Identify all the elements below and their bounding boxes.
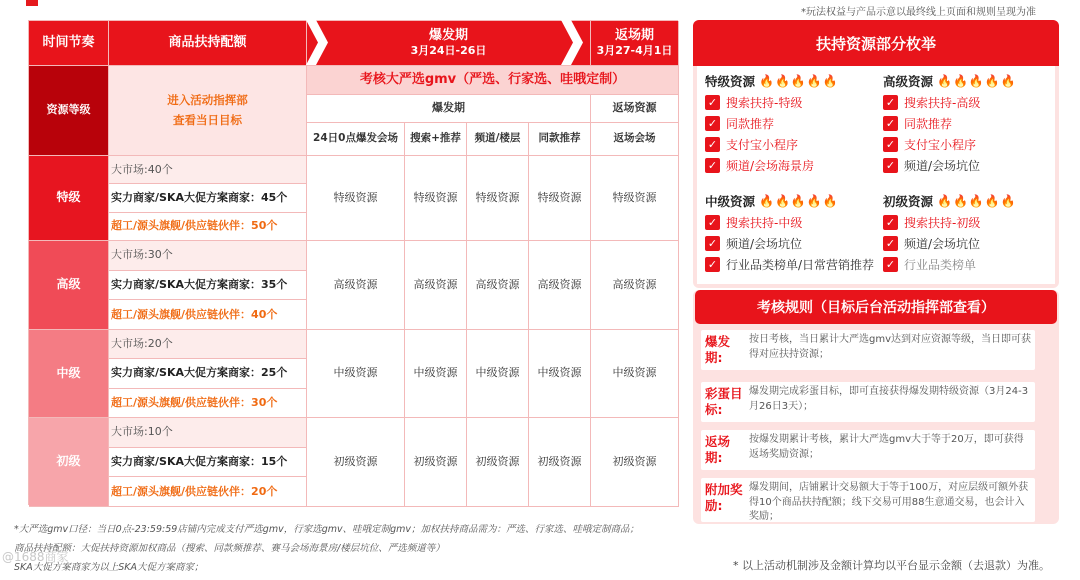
resource-item-label: 行业品类榜单/日常营销推荐 [726,257,875,272]
resource-cell: 高级资源 [467,241,529,330]
checkbox-checked-icon: ✓ [705,137,720,152]
resource-enum-body [697,66,1055,284]
resource-cell: 初级资源 [529,418,591,507]
resource-item [883,93,1017,111]
chevron-divider-icon [300,20,330,65]
flame-rating-icon: 🔥🔥🔥🔥🔥 [759,74,839,88]
tier-quota-advanced [109,241,307,330]
resource-item [705,93,839,111]
block-advanced [883,72,1017,174]
block-title: 初级资源 [883,194,934,209]
checkbox-checked-icon: ✓ [883,116,898,131]
tier-quota-premium [109,156,307,241]
resource-item-label: 频道/会场坑位 [904,158,981,173]
flame-rating-icon: 🔥🔥🔥🔥🔥 [759,194,839,208]
tier-label-premium: 特级 [29,156,109,241]
rule-label: 彩蛋目标: [705,386,743,417]
resource-item [883,255,1017,273]
resource-item-label: 搜索扶持-高级 [904,95,981,110]
resource-cell: 高级资源 [307,241,405,330]
resource-item [705,114,839,132]
resource-item [705,255,874,273]
rule-text: 爆发期完成彩蛋目标，即可直接获得爆发期特级资源（3月24-3月26日3天）； [749,386,1029,412]
resource-item [883,135,1017,153]
quota-strength: 实力商家/SKA大促方案商家：25个 [109,359,306,388]
commander-link[interactable] [109,66,307,156]
quota-super: 超工/源头旗舰/供应链伙伴：50个 [109,213,306,240]
resource-cell: 高级资源 [405,241,467,330]
rule-burst [701,330,1035,370]
block-title: 中级资源 [705,194,756,209]
resource-table [28,20,678,505]
resource-item-label: 支付宝小程序 [904,137,977,152]
resource-item [883,114,1017,132]
col-channel-floor: 频道/楼层 [467,123,529,156]
burst-dates: 3月24日-26日 [410,44,487,58]
resource-level-label: 资源等级 [29,66,109,156]
resource-item [883,234,1017,252]
resource-item [705,234,874,252]
footnote-gmv: *大严选gmv口径：当日0点-23:59:59店铺内完成支付严选gmv，行家选gmv、哇哦定制gmv；加权扶持商品需为：严选、行家选、哇哦定制商品； [14,524,640,535]
col-search-recommend: 搜索+推荐 [405,123,467,156]
resource-cell: 中级资源 [467,330,529,418]
chevron-divider-icon [555,20,585,65]
resource-item [705,156,839,174]
rule-label: 返场期: [705,434,731,465]
quota-strength: 实力商家/SKA大促方案商家：35个 [109,271,306,301]
header-config: 商品扶持配额 [109,21,307,66]
footnote-quota: 商品扶持配额：大促扶持资源加权商品（搜索、同款频推荐、赛马会场海景房/楼层坑位、严选频道等） [14,543,445,554]
burst-subheader: 爆发期 [307,95,591,123]
resource-item-label: 支付宝小程序 [726,137,799,152]
resource-enum-title: 扶持资源部分枚举 [693,20,1059,66]
quota-strength: 实力商家/SKA大促方案商家：15个 [109,448,306,478]
resource-cell: 初级资源 [307,418,405,507]
tier-label-intermediate: 中级 [29,330,109,418]
resource-cell: 特级资源 [467,156,529,241]
resource-cell: 中级资源 [591,330,679,418]
col-same-recommend: 同款推荐 [529,123,591,156]
resource-item-label: 频道/会场坑位 [726,236,803,251]
quota-market: 大市场:30个 [109,241,306,271]
checkbox-checked-icon: ✓ [705,257,720,272]
resource-item [705,135,839,153]
top-accent-bar [26,0,38,6]
checkbox-checked-icon: ✓ [883,257,898,272]
rule-bonus [701,478,1035,522]
rule-return [701,430,1035,470]
quota-super: 超工/源头旗舰/供应链伙伴：30个 [109,389,306,417]
resource-cell: 中级资源 [529,330,591,418]
tier-quota-intermediate [109,330,307,418]
header-return-period [591,21,679,66]
resource-cell: 高级资源 [591,241,679,330]
watermark: @1688商家 [2,550,69,564]
flame-rating-icon: 🔥🔥🔥🔥🔥 [937,74,1017,88]
resource-cell: 初级资源 [591,418,679,507]
resource-item-label: 行业品类榜单 [904,257,977,272]
tier-label-advanced: 高级 [29,241,109,330]
quota-market: 大市场:40个 [109,156,306,184]
resource-cell: 初级资源 [467,418,529,507]
quota-super: 超工/源头旗舰/供应链伙伴：40个 [109,300,306,329]
rule-label: 爆发期: [705,334,731,365]
flame-rating-icon: 🔥🔥🔥🔥🔥 [937,194,1017,208]
resource-item [705,213,874,231]
resource-item [883,213,1017,231]
rules-title: 考核规则（目标后台活动指挥部查看） [695,290,1057,324]
rule-easter-egg [701,382,1035,422]
quota-super: 超工/源头旗舰/供应链伙伴：20个 [109,477,306,506]
header-time: 时间节奏 [29,21,109,66]
resource-cell: 特级资源 [405,156,467,241]
resource-cell: 高级资源 [529,241,591,330]
resource-cell: 特级资源 [529,156,591,241]
resource-enum-panel [693,20,1059,288]
checkbox-checked-icon: ✓ [705,95,720,110]
burst-title: 爆发期 [428,28,468,43]
checkbox-checked-icon: ✓ [705,236,720,251]
resource-item-label: 同款推荐 [904,116,953,131]
checkbox-checked-icon: ✓ [883,137,898,152]
quota-strength: 实力商家/SKA大促方案商家：45个 [109,184,306,212]
header-burst-period [307,21,591,66]
block-title: 高级资源 [883,74,934,89]
checkbox-checked-icon: ✓ [883,215,898,230]
block-basic [883,192,1017,273]
footnote-ska: SKA大促方案商家为以上SKA大促方案商家； [14,562,204,573]
rule-text: 按爆发期累计考核，累计大严选gmv大于等于20万，即可获得返场奖励资源； [749,434,1024,460]
resource-item-label: 频道/会场海景房 [726,158,815,173]
col-burst-venue: 24日0点爆发会场 [307,123,405,156]
resource-item-label: 同款推荐 [726,116,775,131]
rule-text: 按日考核，当日累计大严选gmv达到对应资源等级，当日即可获得对应扶持资源； [749,334,1032,360]
resource-item-label: 搜索扶持-特级 [726,95,803,110]
quota-market: 大市场:10个 [109,418,306,448]
resource-item-label: 频道/会场坑位 [904,236,981,251]
return-subheader: 返场资源 [591,95,679,123]
commander-line1: 进入活动指挥部 [167,92,248,107]
tier-quota-basic [109,418,307,507]
resource-item [883,156,1017,174]
checkbox-checked-icon: ✓ [883,95,898,110]
rule-text: 爆发期间，店铺累计交易额大于等于100万，对应层级可额外获得10个商品扶持配额；线下交易可用88生意通交易，也会计入奖励； [749,482,1029,522]
block-premium [705,72,839,174]
block-title: 特级资源 [705,74,756,89]
resource-cell: 特级资源 [591,156,679,241]
resource-cell: 特级资源 [307,156,405,241]
resource-cell: 中级资源 [307,330,405,418]
commander-line2: 查看当日目标 [173,112,242,127]
return-dates: 3月27-4月1日 [596,44,673,58]
bottom-disclaimer: * 以上活动机制涉及金额计算均以平台显示金额（去退款）为准。 [733,559,1050,572]
resource-item-label: 搜索扶持-初级 [904,215,981,230]
resource-item-label: 搜索扶持-中级 [726,215,803,230]
tier-label-basic: 初级 [29,418,109,507]
checkbox-checked-icon: ✓ [705,215,720,230]
top-disclaimer: *玩法权益与产品示意以最终线上页面和规则呈现为准 [801,7,1036,18]
checkbox-checked-icon: ✓ [883,158,898,173]
rules-panel [693,290,1059,524]
return-title: 返场期 [614,28,654,43]
gmv-title: 考核大严选gmv（严选、行家选、哇哦定制） [307,66,679,95]
col-return-venue: 返场会场 [591,123,679,156]
quota-market: 大市场:20个 [109,330,306,359]
resource-cell: 中级资源 [405,330,467,418]
resource-cell: 初级资源 [405,418,467,507]
rule-label: 附加奖励: [705,482,743,513]
block-intermediate [705,192,874,273]
checkbox-checked-icon: ✓ [883,236,898,251]
checkbox-checked-icon: ✓ [705,116,720,131]
checkbox-checked-icon: ✓ [705,158,720,173]
